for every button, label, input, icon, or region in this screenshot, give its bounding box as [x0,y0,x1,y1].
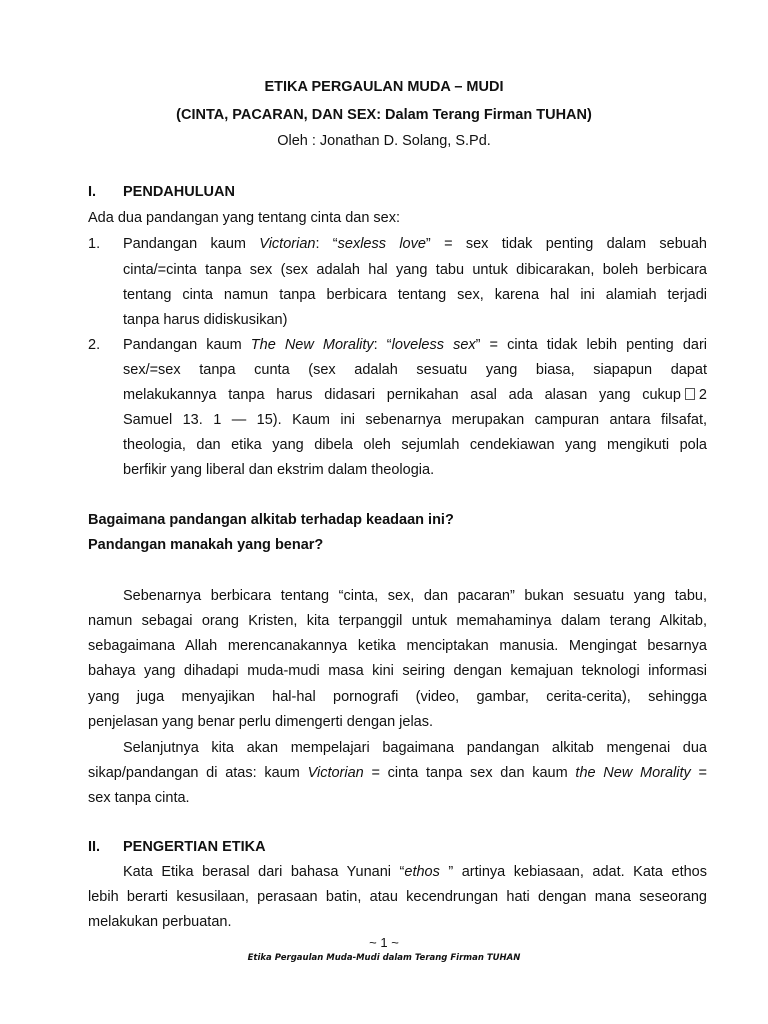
page-number: ~ 1 ~ [369,935,399,950]
paragraph-line: Kata Etika berasal dari bahasa Yunani “ethos ” artinya kebiasaan, adat. Kata ethos [123,864,707,880]
list-item-2-line: berfikir yang liberal dan ekstrim dalam theologia. [123,462,435,478]
list-item-number: 1. [88,236,101,252]
section-intro: Ada dua pandangan yang tentang cinta dan sex: [88,210,401,226]
list-item-1-line: cinta/=cinta tanpa sex (sex adalah hal yang tabu untuk dibicarakan, boleh berbicara [123,262,707,278]
list-item-2-line: sex/=sex tanpa cunta (sex adalah sesuatu yang biasa, siapapun dapat [123,362,707,378]
paragraph-line: namun sebagai orang Kristen, kita terpanggil untuk memahaminya dalam terang Alkitab, [88,613,707,629]
list-item-1-line: Pandangan kaum Victorian: “sexless love” = sex tidak penting dalam sebuah [123,236,707,252]
list-item-number: 2. [88,337,101,353]
running-footer: Etika Pergaulan Muda-Mudi dalam Terang Firman TUHAN [247,953,521,963]
question-line: Pandangan manakah yang benar? [88,537,324,553]
list-item-1-line: tanpa harus didiskusikan) [123,312,288,328]
list-item-2-line: theologia, dan etika yang dibela oleh sejumlah cendekiawan yang mengikuti pola [123,437,707,453]
section-number: I. [88,184,97,200]
list-item-2-line: Samuel 13. 1 — 15). Kaum ini sebenarnya merupakan campuran antara filsafat, [123,412,707,428]
document-title: ETIKA PERGAULAN MUDA – MUDI [264,79,504,95]
section-title: PENGERTIAN ETIKA [123,839,266,855]
section-number: II. [88,839,101,855]
list-item-1-line: tentang cinta namun tanpa berbicara tentang sex, karena hal ini alamiah terjadi [123,287,707,303]
list-item-2-line: Pandangan kaum The New Morality: “loveless sex” = cinta tidak lebih penting dari [123,337,707,353]
paragraph-line: sex tanpa cinta. [88,790,190,806]
paragraph-line: bahaya yang dihadapi muda-mudi masa kini seiring dengan kemajuan teknologi informasi [88,663,707,679]
section-title: PENDAHULUAN [123,184,235,200]
paragraph-line: Selanjutnya kita akan mempelajari bagaimana pandangan alkitab mengenai dua [123,740,707,756]
paragraph-line: penjelasan yang benar perlu dimengerti dengan jelas. [88,714,434,730]
paragraph-line: Sebenarnya berbicara tentang “cinta, sex, dan pacaran” bukan sesuatu yang tabu, [123,588,707,604]
missing-glyph-icon [685,388,695,400]
paragraph-line: yang juga menyajikan hal-hal pornografi (video, gambar, cerita-cerita), sehingga [88,689,707,705]
paragraph-line: melakukan perbuatan. [88,914,232,930]
paragraph-line: sikap/pandangan di atas: kaum Victorian = cinta tanpa sex dan kaum the New Morality = [88,765,708,781]
paragraph-line: lebih berarti kesusilaan, perasaan batin, atau kecendrungan hati dengan mana seseorang [88,889,707,905]
document-subtitle: (CINTA, PACARAN, DAN SEX: Dalam Terang Firman TUHAN) [176,107,592,123]
list-item-2-line: melakukannya tanpa harus didasari pernikahan asal ada alasan yang cukup 2 [123,387,707,403]
document-author: Oleh : Jonathan D. Solang, S.Pd. [277,133,491,149]
question-line: Bagaimana pandangan alkitab terhadap keadaan ini? [88,512,454,528]
paragraph-line: sebagaimana Allah merencanakannya ketika menciptakan manusia. Mengingat besarnya [88,638,707,654]
